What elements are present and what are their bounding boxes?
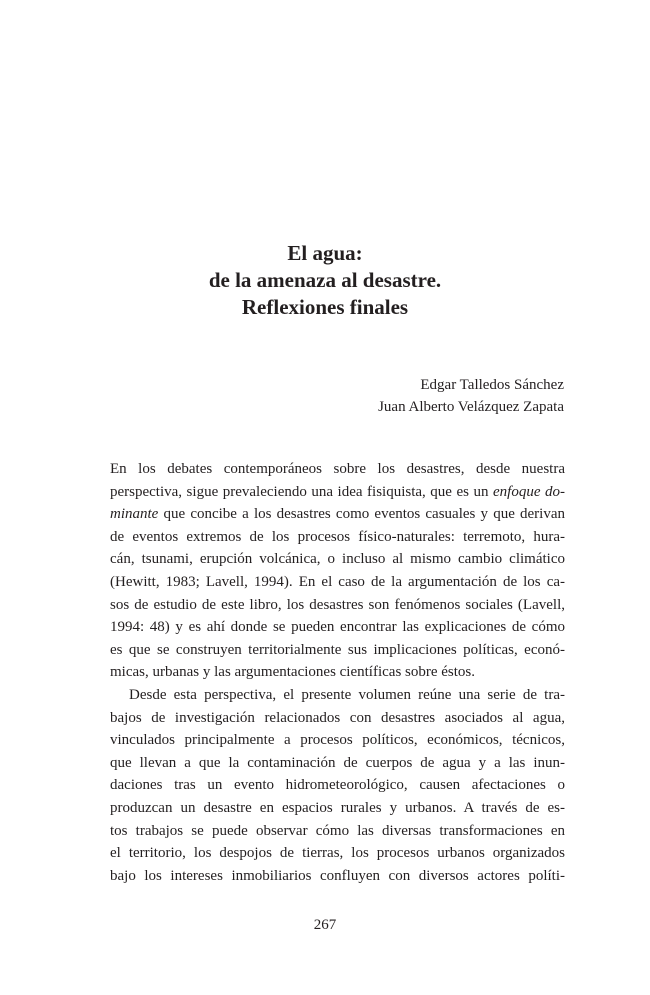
text-line: que llevan a que la contaminación de cuerpos de agua y a las inun- [110, 754, 565, 771]
body-text [110, 458, 565, 887]
title-line-2: de la amenaza al desastre. [208, 268, 442, 292]
text-line: bajos de investigación relacionados con desastres asociados al agua, [110, 709, 565, 726]
text-line: sos de estudio de este libro, los desastres son fenómenos sociales (Lavell, [110, 596, 565, 613]
paragraph-2 [110, 684, 565, 887]
text-line: En los debates contemporáneos sobre los desastres, desde nuestra [110, 461, 565, 477]
text-line: micas, urbanas y las argumentaciones científicas sobre éstos. [110, 664, 476, 681]
italic-term: enfoque do- [493, 483, 565, 500]
text-segment: que concibe a los desastres como eventos casuales y que derivan [158, 506, 565, 523]
chapter-title [0, 240, 650, 321]
text-segment: perspectiva, sigue prevaleciendo una idea fisiquista, que es un [110, 483, 493, 500]
text-line: daciones tras un evento hidrometeorológico, causen afectaciones o [110, 777, 565, 794]
author-name: Juan Alberto Velázquez Zapata [378, 399, 564, 415]
text-line: Desde esta perspectiva, el presente volumen reúne una serie de tra- [129, 686, 565, 703]
author-name: Edgar Talledos Sánchez [420, 377, 564, 393]
text-line [110, 503, 565, 526]
text-line: cán, tsunami, erupción volcánica, o incluso al mismo cambio climático [110, 551, 565, 568]
text-line: de eventos extremos de los procesos físico-naturales: terremoto, hura- [110, 528, 565, 545]
text-line [110, 481, 565, 504]
text-line: es que se construyen territorialmente sus implicaciones políticas, econó- [110, 641, 565, 658]
text-line: 1994: 48) y es ahí donde se pueden encontrar las explicaciones de cómo [110, 619, 565, 636]
text-line: el territorio, los despojos de tierras, los procesos urbanos organizados [110, 845, 565, 862]
text-line: tos trabajos se puede observar cómo las diversas transformaciones en [110, 822, 565, 839]
italic-term: minante [110, 506, 159, 523]
text-line: vinculados principalmente a procesos políticos, económicos, técnicos, [110, 732, 565, 749]
text-line: produzcan un desastre en espacios rurales y urbanos. A través de es- [110, 799, 565, 816]
page-number: 267 [313, 917, 337, 933]
text-line: bajo los intereses inmobiliarios confluyen con diversos actores políti- [110, 867, 565, 884]
title-line-1: El agua: [287, 241, 363, 265]
title-line-3: Reflexiones finales [241, 295, 409, 319]
paragraph-1 [110, 458, 565, 684]
text-line: (Hewitt, 1983; Lavell, 1994). En el caso de la argumentación de los ca- [110, 573, 565, 590]
author-list [378, 374, 564, 418]
